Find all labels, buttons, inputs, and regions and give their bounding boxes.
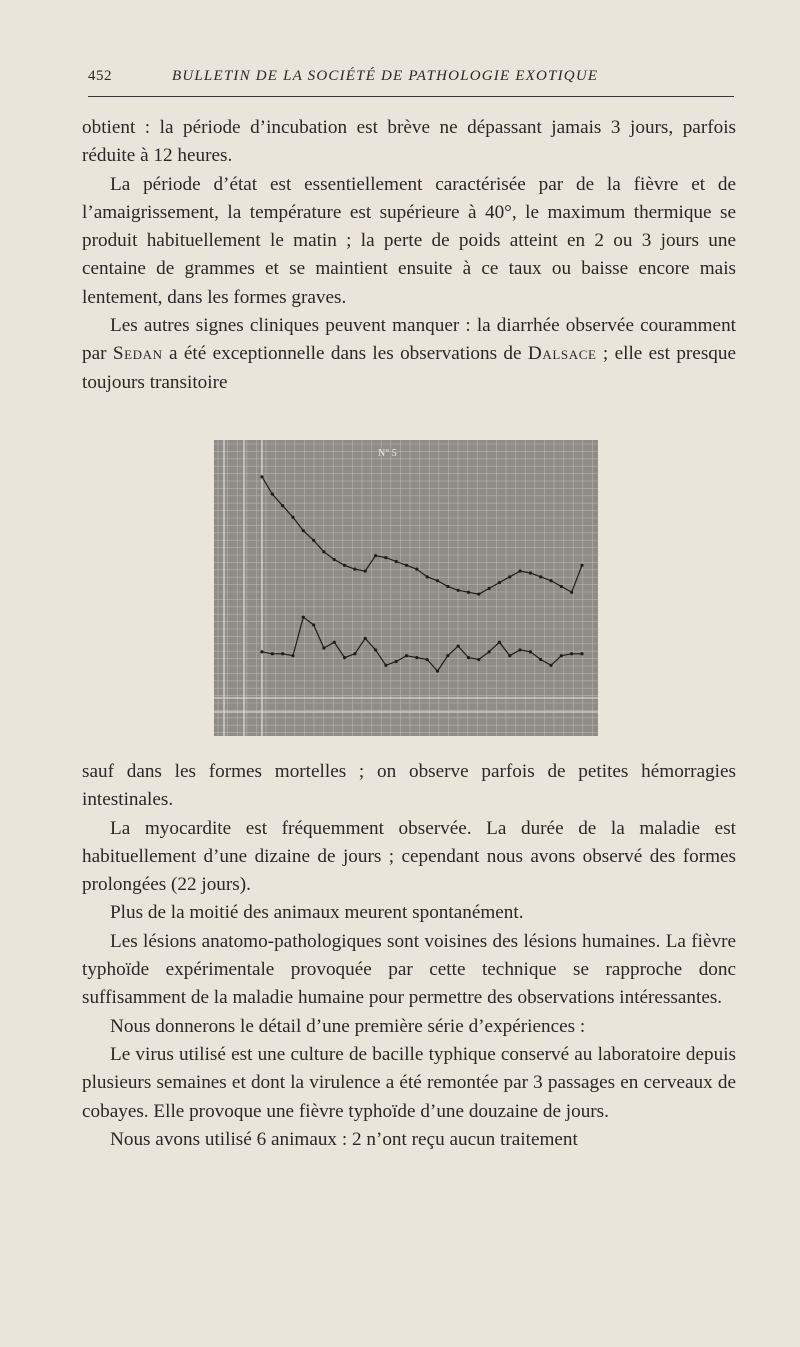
- data-point: [518, 569, 521, 572]
- paragraph: [82, 1126, 736, 1154]
- data-point: [446, 654, 449, 657]
- data-point: [343, 656, 346, 659]
- text-block-bottom: [82, 758, 736, 1154]
- data-point: [477, 593, 480, 596]
- data-point: [353, 568, 356, 571]
- data-point: [343, 564, 346, 567]
- page-number: 452: [88, 68, 112, 84]
- data-point: [271, 652, 274, 655]
- text-run: Les lésions anatomo-pathologiques sont voisines des lésions humaines. La fièvre typhoïde expérimentale provoquée par cette technique se rapproche donc suffisamment de la maladie humaine pour permettre des observations intéressantes.: [82, 930, 736, 1009]
- paragraph: [82, 928, 736, 1013]
- data-point: [405, 564, 408, 567]
- data-point: [539, 658, 542, 661]
- data-point: [508, 575, 511, 578]
- data-point: [333, 641, 336, 644]
- data-point: [271, 493, 274, 496]
- paragraph: [82, 312, 736, 397]
- data-point: [487, 650, 490, 653]
- data-point: [374, 554, 377, 557]
- data-point: [374, 648, 377, 651]
- data-point: [529, 650, 532, 653]
- text-run: Plus de la moitié des animaux meurent spontanément.: [110, 902, 524, 924]
- data-point: [539, 575, 542, 578]
- paragraph: [82, 899, 736, 927]
- data-point: [549, 579, 552, 582]
- data-point: [384, 664, 387, 667]
- text-run: a été exceptionnelle dans les observations de: [162, 343, 528, 365]
- data-point: [580, 564, 583, 567]
- data-point: [560, 585, 563, 588]
- text-block-top: [82, 114, 736, 397]
- text-run: sauf dans les formes mortelles ; on observe parfois de petites hémorragies intestinales.: [82, 761, 736, 811]
- data-point: [364, 569, 367, 572]
- data-point: [281, 652, 284, 655]
- data-point: [312, 539, 315, 542]
- data-point: [436, 579, 439, 582]
- data-point: [302, 616, 305, 619]
- data-point: [457, 589, 460, 592]
- data-point: [446, 585, 449, 588]
- paragraph: [82, 1013, 736, 1041]
- data-point: [570, 652, 573, 655]
- text-run: Le virus utilisé est une culture de bacille typhique conservé au laboratoire depuis plusieurs semaines et dont la virulence a été remontée par 3 passages en cerveaux de cobayes. Elle provoque une fièvre typhoïde d’une douzaine de jours.: [82, 1043, 736, 1122]
- author-name: Sedan: [112, 343, 163, 365]
- data-point: [560, 654, 563, 657]
- paragraph: [82, 171, 736, 312]
- chart-background: [214, 440, 598, 736]
- data-point: [395, 660, 398, 663]
- data-point: [322, 646, 325, 649]
- data-point: [302, 529, 305, 532]
- data-point: [333, 558, 336, 561]
- data-point: [364, 637, 367, 640]
- data-point: [508, 654, 511, 657]
- text-run: La myocardite est fréquemment observée. La durée de la maladie est habituellement d’une dizaine de jours ; cependant nous avons observé des formes prolongées (22 jours).: [82, 817, 736, 896]
- data-point: [405, 654, 408, 657]
- data-point: [415, 656, 418, 659]
- running-title: BULLETIN DE LA SOCIÉTÉ DE PATHOLOGIE EXOTIQUE: [172, 68, 599, 84]
- data-point: [384, 556, 387, 559]
- data-point: [291, 654, 294, 657]
- text-run: Nous donnerons le détail d’une première série d’expériences :: [110, 1015, 586, 1037]
- data-point: [580, 652, 583, 655]
- data-point: [498, 641, 501, 644]
- paragraph: [82, 815, 736, 900]
- text-run: Nous avons utilisé 6 animaux : 2 n’ont reçu aucun traitement: [110, 1128, 578, 1150]
- data-point: [570, 591, 573, 594]
- paragraph: [82, 758, 736, 815]
- paragraph: [82, 1041, 736, 1126]
- data-point: [322, 550, 325, 553]
- data-point: [426, 575, 429, 578]
- data-point: [436, 669, 439, 672]
- chart-title: N° 5: [378, 448, 397, 459]
- data-point: [549, 664, 552, 667]
- data-point: [415, 568, 418, 571]
- data-point: [281, 504, 284, 507]
- data-point: [498, 581, 501, 584]
- header-rule: [88, 96, 734, 97]
- data-point: [457, 644, 460, 647]
- text-run: Les autres signes cliniques peuvent manquer : la diarrhée observée couramment par: [82, 315, 736, 365]
- text-run: ; elle est presque toujours transitoire: [82, 343, 736, 393]
- paragraph: [82, 114, 736, 171]
- data-point: [260, 475, 263, 478]
- data-point: [312, 623, 315, 626]
- data-point: [353, 652, 356, 655]
- data-point: [426, 658, 429, 661]
- text-run: obtient : la période d’incubation est brève ne dépassant jamais 3 jours, parfois réduite à 12 heures.: [82, 117, 736, 167]
- temperature-weight-chart: [214, 440, 598, 736]
- data-point: [487, 587, 490, 590]
- chart-svg: [214, 440, 598, 736]
- data-point: [518, 648, 521, 651]
- data-point: [477, 658, 480, 661]
- data-point: [529, 571, 532, 574]
- data-point: [395, 560, 398, 563]
- author-name: Dalsace: [527, 343, 597, 365]
- data-point: [291, 516, 294, 519]
- text-run: La période d’état est essentiellement caractérisée par de la fièvre et de l’amaigrissement, la température est supérieure à 40°, le maximum thermique se produit habituellement le matin ; la perte de poids atteint en 2 ou 3 jours une centaine de grammes et se maintient ensuite à ce taux ou baisse encore mais lentement, dans les formes graves.: [82, 173, 736, 308]
- data-point: [260, 650, 263, 653]
- data-point: [467, 656, 470, 659]
- data-point: [467, 591, 470, 594]
